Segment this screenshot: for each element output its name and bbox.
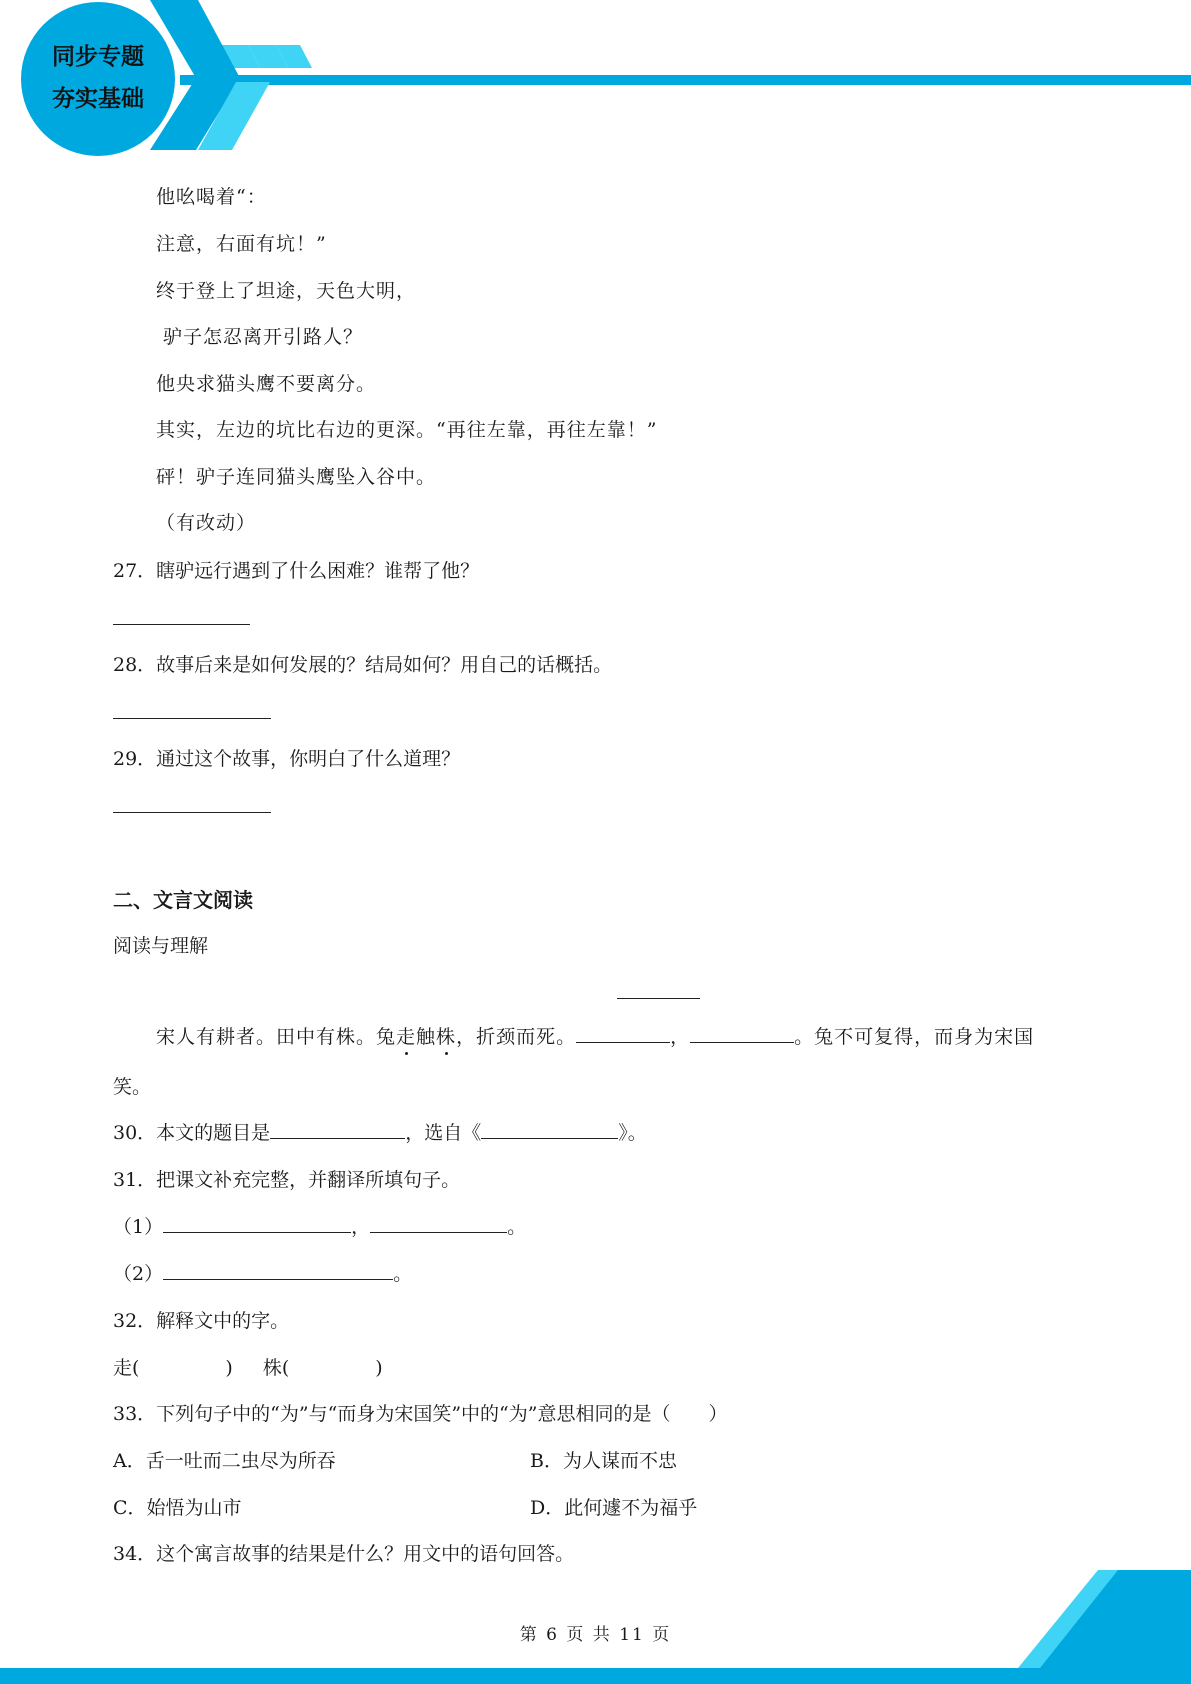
q32-zou-open: 走( <box>113 1357 140 1379</box>
question-30 <box>113 1118 647 1145</box>
question-33: 33．下列句子中的“为”与“而身为宋国笑”中的“为”意思相同的是（ ） <box>113 1403 728 1425</box>
passage-sep: ， <box>670 1026 691 1048</box>
dotted-char-zhu: 株 <box>436 1026 457 1048</box>
q33-option-b[interactable]: B．为人谋而不忠 <box>530 1450 677 1472</box>
question-30-text-c: 》。 <box>618 1122 647 1144</box>
q32-zhu-close: ) <box>375 1357 383 1379</box>
question-34: 34．这个寓言故事的结果是什么？用文中的语句回答。 <box>113 1543 575 1565</box>
q32-zou-close: ) <box>225 1357 233 1379</box>
question-32-items <box>113 1353 383 1380</box>
q33-option-c[interactable]: C．始悟为山市 <box>113 1497 242 1519</box>
q31-1-blank-a[interactable] <box>163 1231 351 1233</box>
q31-2-blank[interactable] <box>163 1278 393 1280</box>
q33-option-d[interactable]: D．此何遽不为福乎 <box>530 1497 698 1519</box>
answer-line-28[interactable] <box>113 718 271 719</box>
passage-text-b: 触 <box>416 1026 437 1048</box>
question-27: 27．瞎驴远行遇到了什么困难？谁帮了他？ <box>113 560 480 582</box>
answer-line-29[interactable] <box>113 812 271 813</box>
q31-1-sep: ， <box>351 1216 371 1238</box>
question-30-text-b: ，选自《 <box>405 1122 482 1144</box>
question-29: 29．通过这个故事，你明白了什么道理？ <box>113 748 461 770</box>
passage-line-1 <box>156 1022 1034 1049</box>
poem-source-note: （有改动） <box>156 512 257 534</box>
q33-option-a[interactable]: A．舌一吐而二虫尽为所吞 <box>113 1450 336 1472</box>
badge-line-1: 同步专题 <box>52 44 144 70</box>
dotted-char-zou: 走 <box>396 1026 417 1048</box>
q32-zhu-open: 株( <box>262 1357 290 1379</box>
passage-text-a: 宋人有耕者。田中有株。兔 <box>156 1026 397 1048</box>
passage-text-d: 。兔不可复得，而身为宋国 <box>794 1026 1035 1048</box>
question-31-part-2 <box>113 1259 412 1286</box>
poem-line-1: 他吆喝着“： <box>156 186 267 208</box>
q31-1-blank-b[interactable] <box>370 1231 507 1233</box>
passage-blank-2[interactable] <box>690 1041 794 1043</box>
q30-blank-source[interactable] <box>481 1137 618 1139</box>
page-number: 第 6 页 共 11 页 <box>519 1625 672 1645</box>
poem-line-4: 驴子怎忍离开引路人？ <box>156 326 364 348</box>
section-subtitle: 阅读与理解 <box>113 935 209 957</box>
passage-blank-1[interactable] <box>576 1041 670 1043</box>
question-31-part-1 <box>113 1212 526 1239</box>
q30-blank-title[interactable] <box>270 1137 405 1139</box>
poem-line-6: 其实，左边的坑比右边的更深。“再往左靠，再往左靠！” <box>156 419 658 441</box>
badge-line-2: 夯实基础 <box>52 86 144 112</box>
question-31: 31．把课文补充完整，并翻译所填句子。 <box>113 1169 461 1191</box>
answer-line-27[interactable] <box>113 624 250 625</box>
q31-1-label: （1） <box>113 1216 164 1238</box>
poem-line-3: 终于登上了坦途，天色大明， <box>156 280 417 302</box>
title-blank-line[interactable] <box>617 998 700 999</box>
poem-line-7: 砰！驴子连同猫头鹰坠入谷中。 <box>156 466 437 488</box>
passage-line-2: 笑。 <box>113 1076 152 1098</box>
q31-2-label: （2） <box>113 1263 164 1285</box>
question-32: 32．解释文中的字。 <box>113 1310 290 1332</box>
poem-line-5: 他央求猫头鹰不要离分。 <box>156 373 377 395</box>
header-decoration <box>0 0 1191 160</box>
q31-2-end: 。 <box>393 1263 413 1285</box>
q31-1-end: 。 <box>507 1216 527 1238</box>
passage-text-c: ，折颈而死。 <box>456 1026 577 1048</box>
header-badge <box>28 36 168 120</box>
poem-line-2: 注意，右面有坑！” <box>156 233 327 255</box>
section-title: 二、文言文阅读 <box>113 888 253 912</box>
question-30-text-a: 30．本文的题目是 <box>113 1122 271 1144</box>
question-28: 28．故事后来是如何发展的？结局如何？用自己的话概括。 <box>113 654 613 676</box>
